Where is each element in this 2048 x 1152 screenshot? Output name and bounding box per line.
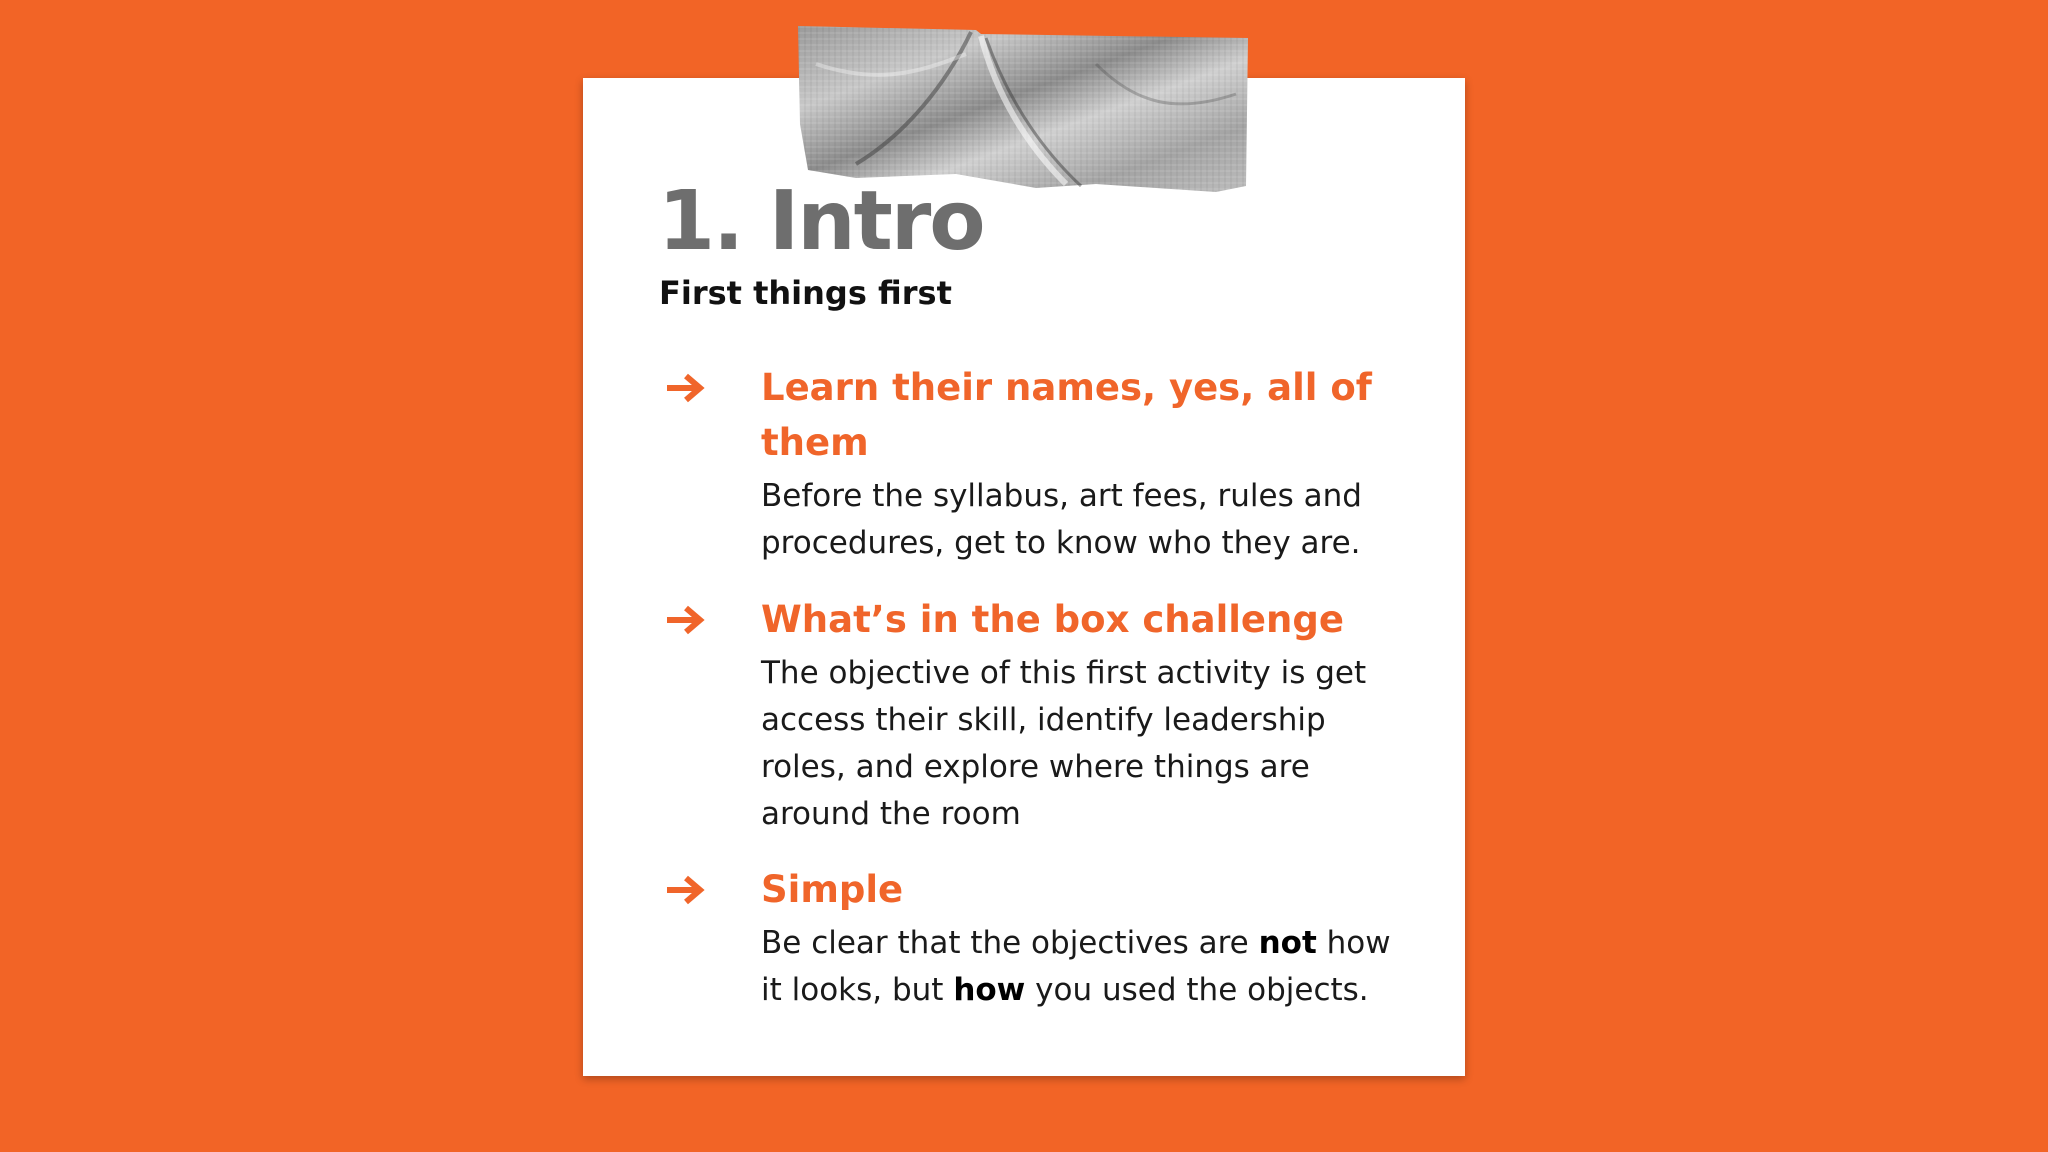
bullet-heading: Learn their names, yes, all of them	[761, 366, 1372, 464]
emphasis-how: how	[953, 972, 1026, 1008]
bullet-item-learn-names	[666, 360, 1406, 560]
bullet-body: The objective of this first activity is get access their skill, identify leadership roles, and explore where things are around the room	[761, 655, 1367, 832]
bullet-body: Before the syllabus, art fees, rules and procedures, get to know who they are.	[761, 478, 1362, 561]
bullet-heading: What’s in the box challenge	[761, 598, 1344, 641]
emphasis-not: not	[1258, 925, 1317, 961]
bullet-item-simple	[666, 862, 1406, 1062]
body-text: you used the objects.	[1025, 972, 1369, 1008]
bullet-item-box-challenge	[666, 592, 1406, 842]
bullet-heading: Simple	[761, 868, 904, 911]
body-text: how it looks, but	[761, 925, 1391, 1008]
slide-subtitle: First things first	[659, 274, 952, 312]
body-text: Be clear that the objectives are	[761, 925, 1259, 961]
right-arrow-icon	[666, 862, 710, 918]
right-arrow-icon	[666, 592, 710, 648]
slide-title: 1. Intro	[658, 174, 984, 269]
right-arrow-icon	[666, 360, 710, 416]
bullet-body	[761, 920, 1411, 1014]
